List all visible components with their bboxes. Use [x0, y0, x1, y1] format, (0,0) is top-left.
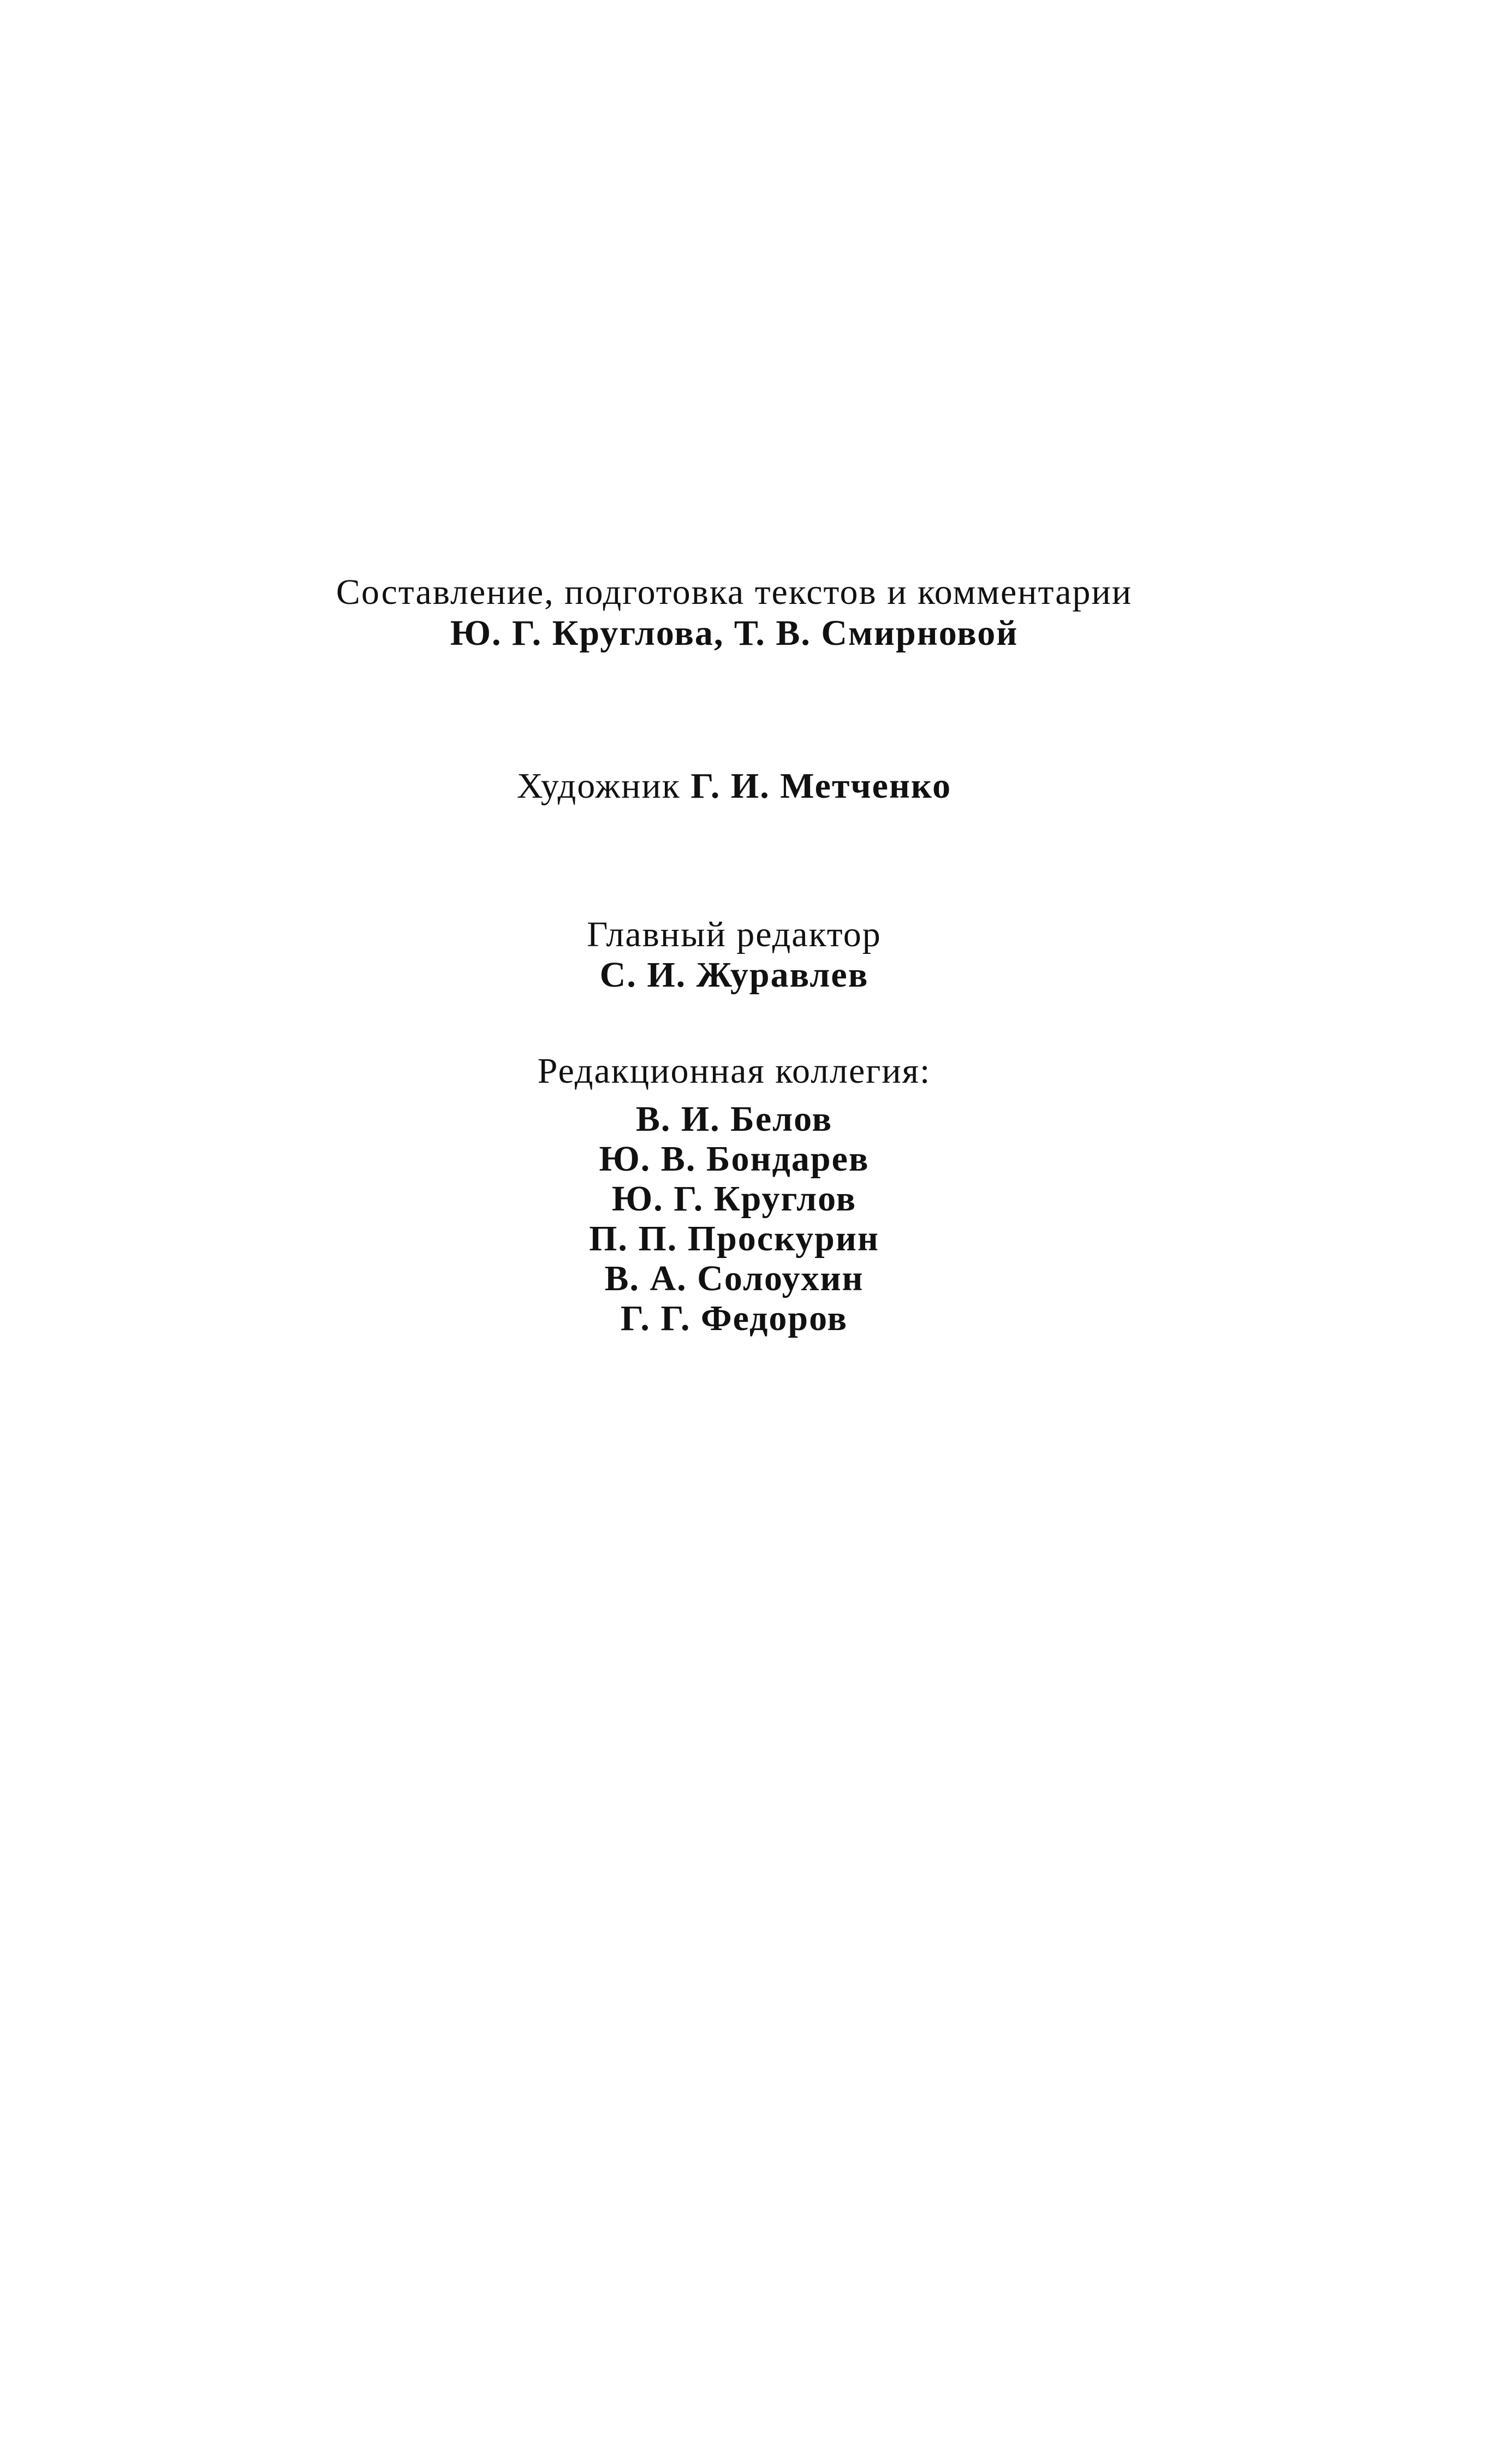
artist-credit — [0, 764, 1490, 808]
artist-label: Художник — [516, 766, 681, 806]
chief-editor-label: Главный редактор — [587, 915, 882, 954]
editorial-board-member: Ю. В. Бондарев — [599, 1139, 870, 1179]
editorial-board-member: П. П. Проскурин — [589, 1219, 879, 1259]
compilers-names: Ю. Г. Круглова, Т. В. Смирновой — [450, 613, 1019, 653]
editorial-board-member: В. А. Солоухин — [604, 1259, 864, 1298]
artist-name: Г. И. Метченко — [690, 766, 952, 806]
editorial-board-member: В. И. Белов — [635, 1099, 833, 1139]
compilation-credit-line: Составление, подготовка текстов и комментарии — [336, 572, 1133, 612]
editorial-board-member: Г. Г. Федоров — [620, 1298, 848, 1338]
editorial-board-member: Ю. Г. Круглов — [611, 1179, 857, 1219]
editorial-board-label: Редакционная коллегия: — [537, 1051, 931, 1091]
chief-editor-name: С. И. Журавлев — [599, 955, 869, 995]
